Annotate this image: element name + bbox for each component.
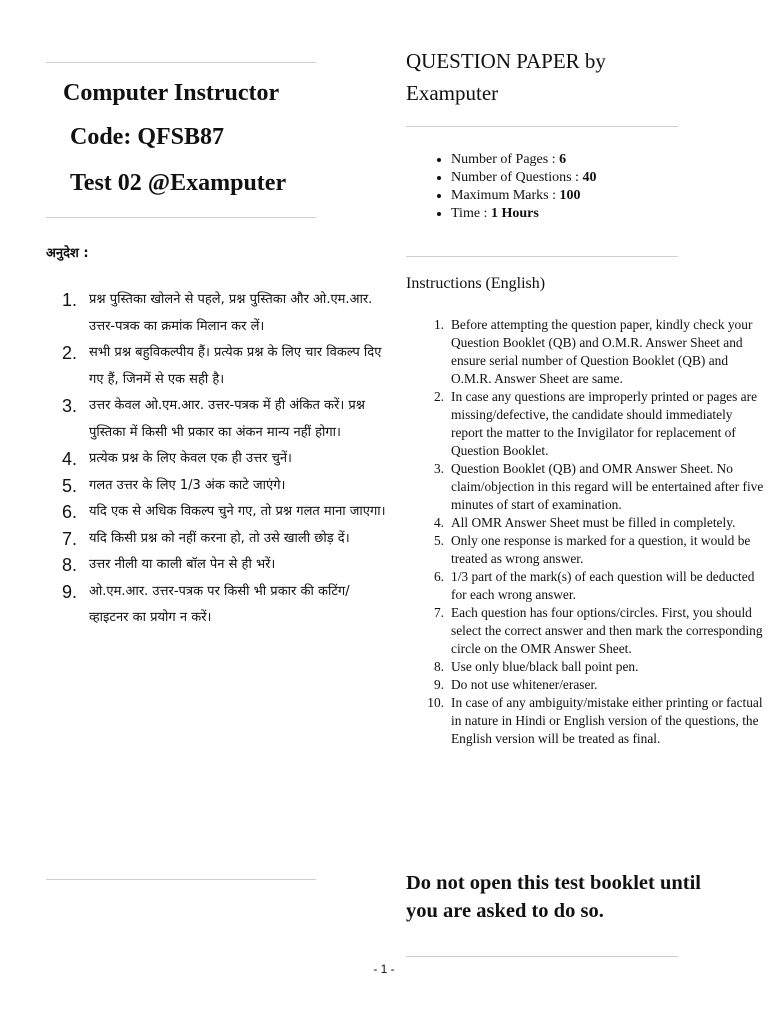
- item-text: यदि एक से अधिक विकल्प चुने गए, तो प्रश्न गलत माना जाएगा।: [89, 504, 386, 519]
- meta-questions: • Number of Questions : 40: [451, 169, 596, 187]
- english-instructions-heading: Instructions (English): [406, 275, 546, 292]
- item-number: 2.: [433, 389, 444, 404]
- item-number: 1.: [62, 290, 78, 310]
- item-number: 2.: [62, 343, 78, 363]
- english-instructions-list: [410, 316, 765, 748]
- item-number: 5.: [62, 475, 78, 496]
- item-number: 7.: [433, 605, 444, 620]
- hindi-instruction-item: [62, 552, 389, 579]
- meta-pages: • Number of Pages : 6: [451, 151, 596, 169]
- page-number: - 1 -: [373, 962, 395, 976]
- item-text: उत्तर केवल ओ.एम.आर. उत्तर-पत्रक में ही अंकित करें। प्रश्न पुस्तिका में किसी भी प्रकार का अंकन मान्य नहीं होगा।: [89, 398, 365, 440]
- item-text: Before attempting the question paper, kindly check your Question Booklet (QB) and O.M.R. Answer Sheet and ensure serial number of Question Booklet (QB) and O.M.R. Answer Sheet are same.: [451, 317, 753, 386]
- hindi-instruction-item: [62, 446, 389, 473]
- item-number: 4.: [433, 515, 444, 530]
- item-number: 5.: [433, 533, 444, 548]
- item-number: 1.: [433, 317, 444, 332]
- hindi-instruction-item: [62, 473, 389, 500]
- divider-title-bottom: [46, 217, 316, 218]
- question-paper-title: QUESTION PAPER by Examputer: [406, 49, 606, 105]
- item-text: In case of any ambiguity/mistake either printing or factual in nature in Hindi or English version of the questions, the English version will be treated as final.: [451, 695, 763, 746]
- hindi-instruction-item: [62, 287, 389, 340]
- divider-bottom-right: [406, 956, 678, 957]
- item-text: Question Booklet (QB) and OMR Answer Sheet. No claim/objection in this regard will be entertained after five minutes of start of examination.: [451, 461, 764, 512]
- item-number: 7.: [62, 528, 78, 549]
- item-number: 3.: [433, 461, 444, 476]
- divider-top-right: [406, 126, 678, 127]
- english-instruction-item: [433, 532, 765, 568]
- title-code: Code: QFSB87: [70, 124, 225, 150]
- hindi-instruction-item: [62, 526, 389, 553]
- item-number: 6.: [433, 569, 444, 584]
- hindi-instruction-item: [62, 340, 389, 393]
- english-instruction-item: [433, 604, 765, 658]
- item-number: 6.: [62, 502, 78, 522]
- title-test: Test 02 @Examputer: [70, 170, 287, 196]
- item-number: 3.: [62, 396, 78, 416]
- item-number: 9.: [433, 677, 444, 692]
- english-instruction-item: [433, 676, 765, 694]
- item-text: Only one response is marked for a question, it would be treated as wrong answer.: [451, 533, 751, 566]
- english-instruction-item: [433, 388, 765, 460]
- hindi-instructions-heading: अनुदेश :: [46, 246, 89, 261]
- meta-marks: • Maximum Marks : 100: [451, 187, 596, 205]
- divider-top-left: [46, 62, 316, 63]
- item-number: 8.: [62, 555, 78, 575]
- item-text: Use only blue/black ball point pen.: [451, 659, 639, 674]
- do-not-open-warning: Do not open this test booklet until you are asked to do so.: [406, 872, 702, 922]
- hindi-instructions-list: [62, 287, 389, 632]
- item-text: ओ.एम.आर. उत्तर-पत्रक पर किसी भी प्रकार की कटिंग/व्हाइटनर का प्रयोग न करें।: [89, 583, 350, 625]
- english-instruction-item: [433, 568, 765, 604]
- item-number: 10.: [427, 695, 444, 710]
- title-computer-instructor: Computer Instructor: [63, 80, 280, 106]
- item-text: प्रत्येक प्रश्न के लिए केवल एक ही उत्तर चुनें।: [89, 451, 292, 466]
- english-instruction-item: [433, 514, 765, 532]
- item-text: Do not use whitener/eraser.: [451, 677, 598, 692]
- english-instruction-item: [433, 460, 765, 514]
- english-instruction-item: [433, 658, 765, 676]
- english-instruction-item: [427, 694, 765, 748]
- divider-bottom-left: [46, 879, 316, 880]
- item-text: उत्तर नीली या काली बॉल पेन से ही भरें।: [89, 557, 276, 572]
- item-text: गलत उत्तर के लिए 1/3 अंक काटे जाएंगे।: [89, 477, 286, 493]
- english-instruction-item: [433, 316, 765, 388]
- hindi-instruction-item: [62, 393, 389, 446]
- item-number: 8.: [433, 659, 444, 674]
- meta-time: • Time : 1 Hours: [451, 205, 596, 223]
- item-text: All OMR Answer Sheet must be filled in completely.: [451, 515, 736, 530]
- item-text: यदि किसी प्रश्न को नहीं करना हो, तो उसे खाली छोड़ दें।: [89, 530, 350, 546]
- item-text: सभी प्रश्न बहुविकल्पीय हैं। प्रत्येक प्रश्न के लिए चार विकल्प दिए गए हैं, जिनमें से एक सही है।: [89, 345, 382, 387]
- item-number: 9.: [62, 581, 78, 602]
- item-number: 4.: [62, 449, 78, 469]
- divider-meta-bottom: [406, 256, 678, 257]
- hindi-instruction-item: [62, 579, 389, 632]
- item-text: In case any questions are improperly printed or pages are missing/defective, the candidate should immediately report the matter to the Invigilator for replacement of Question Booklet.: [451, 389, 758, 458]
- paper-meta-list: [428, 151, 596, 223]
- item-text: 1/3 part of the mark(s) of each question will be deducted for each wrong answer.: [451, 569, 755, 602]
- item-text: प्रश्न पुस्तिका खोलने से पहले, प्रश्न पुस्तिका और ओ.एम.आर. उत्तर-पत्रक का क्रमांक मिलान कर लें।: [89, 292, 373, 334]
- hindi-instruction-item: [62, 499, 389, 526]
- item-text: Each question has four options/circles. First, you should select the correct answer and then mark the corresponding circle on the OMR Answer Sheet.: [451, 605, 763, 656]
